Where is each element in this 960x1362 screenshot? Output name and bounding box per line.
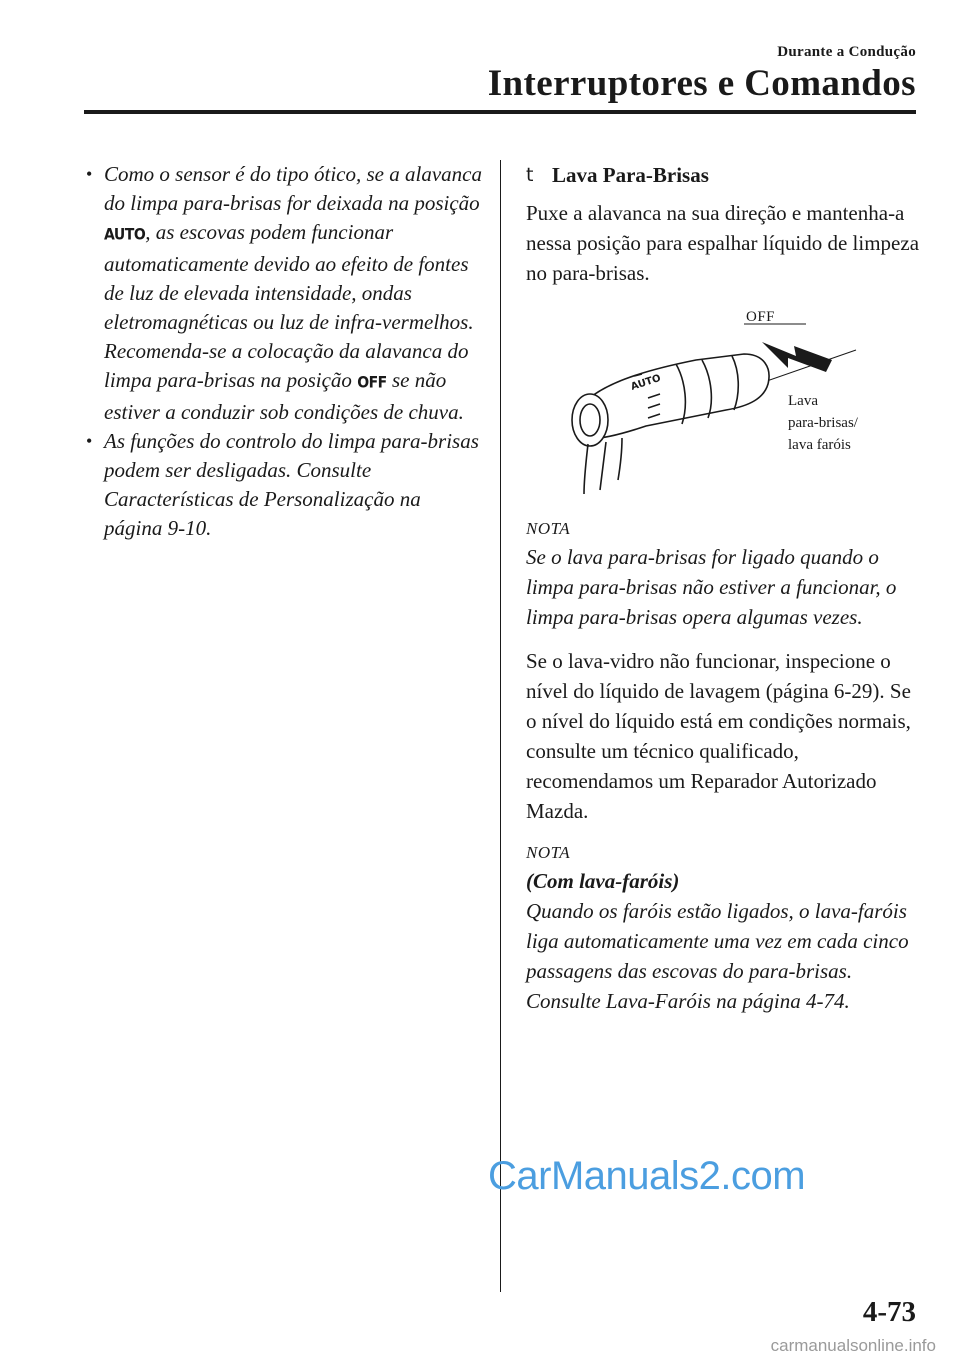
off-symbol-icon: OFF bbox=[357, 373, 387, 393]
bullet-item bbox=[82, 427, 482, 543]
bullet-item bbox=[82, 160, 482, 427]
off-label: OFF bbox=[746, 309, 776, 325]
bullet-text: As funções do controlo do limpa para-brisas podem ser desligadas. Consulte Características de Personalização na página 9-10. bbox=[104, 429, 479, 540]
lever-end-cap bbox=[572, 394, 608, 446]
left-column bbox=[82, 160, 482, 543]
section-marker-icon: t bbox=[526, 164, 534, 186]
body-paragraph: Se o lava-vidro não funcionar, inspecione o nível do líquido de lavagem (página 6-29). Se o nível do líquido está em condições normais, consulte um técnico qualificado, recomendamos um Reparador Autorizado Mazda. bbox=[526, 649, 911, 823]
stalk-line bbox=[584, 444, 588, 494]
section-title: Lava Para-Brisas bbox=[552, 163, 709, 187]
note-body: Se o lava para-brisas for ligado quando o limpa para-brisas não estiver a funcionar, o limpa para-brisas opera algumas vezes. bbox=[526, 545, 897, 629]
lever-auto-mark: AUTO bbox=[629, 372, 663, 393]
intro-paragraph: Puxe a alavanca na sua direção e mantenha-a nessa posição para espalhar líquido de limpeza no para-brisas. bbox=[526, 201, 920, 285]
page-number: 4-73 bbox=[862, 1296, 916, 1328]
note-subheading: (Com lava-faróis) bbox=[526, 869, 680, 893]
footer-source: carmanualsonline.info bbox=[770, 1336, 936, 1355]
watermark-logo: CarManuals2.com bbox=[488, 1154, 806, 1198]
header-section-label: Durante a Condução bbox=[777, 44, 916, 60]
bullet-dot: • bbox=[86, 431, 93, 451]
note-body: Quando os faróis estão ligados, o lava-faróis liga automaticamente uma vez em cada cinco passagens das escovas do para-brisas. Consulte Lava-Faróis na página 4-74. bbox=[526, 899, 909, 1013]
bullet-text: se não estiver a conduzir sob condições de chuva. bbox=[104, 368, 464, 424]
column-divider bbox=[500, 160, 501, 1292]
note-heading: NOTA bbox=[526, 843, 571, 862]
note-heading: NOTA bbox=[526, 519, 571, 538]
bullet-dot: • bbox=[86, 164, 93, 184]
wiper-lever-illustration bbox=[526, 302, 922, 502]
page-title: Interruptores e Comandos bbox=[487, 63, 916, 104]
bullet-text: Como o sensor é do tipo ótico, se a alavanca do limpa para-brisas for deixada na posição bbox=[104, 162, 482, 215]
header-divider bbox=[84, 110, 916, 114]
wiper-lever-figure bbox=[526, 302, 922, 502]
washer-label: Lava para-brisas/ lava faróis bbox=[788, 393, 858, 453]
pull-arrow-icon bbox=[762, 342, 832, 372]
auto-symbol-icon: AUTO bbox=[104, 225, 146, 245]
section-heading bbox=[526, 160, 922, 190]
right-column bbox=[526, 160, 922, 1030]
bullet-text: , as escovas podem funcionar automaticamente devido ao efeito de fontes de luz de elevada intensidade, ondas eletromagnéticas ou luz de infra-vermelhos. Recomenda-se a colocação da alavanca do limpa para-brisas na posição bbox=[104, 220, 474, 392]
